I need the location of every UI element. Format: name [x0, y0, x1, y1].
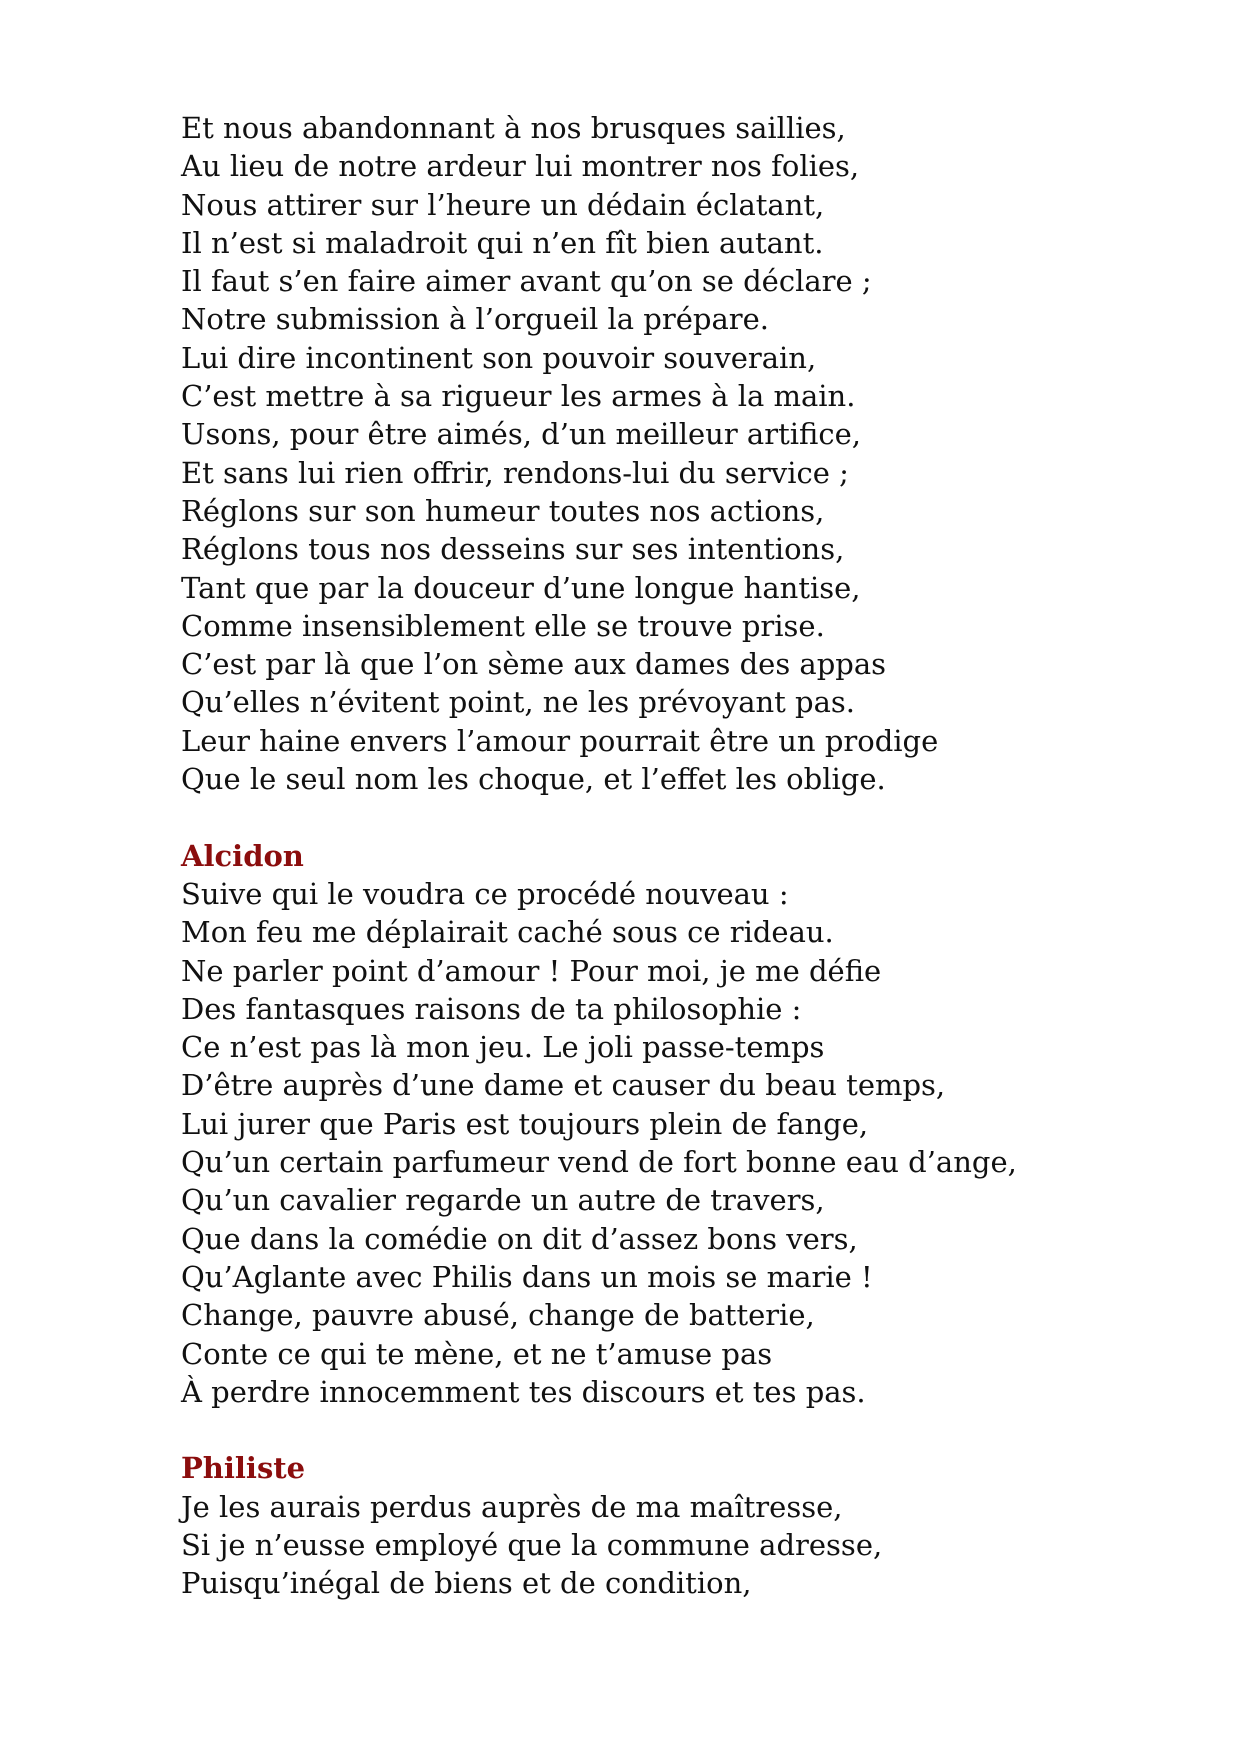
verse-line: Mon feu me déplairait caché sous ce rideau.: [181, 915, 834, 950]
verse-line: Que dans la comédie on dit d’assez bons vers,: [181, 1221, 858, 1256]
verse-line: Réglons sur son humeur toutes nos actions,: [181, 493, 825, 528]
verse-line: Nous attirer sur l’heure un dédain éclatant,: [181, 187, 825, 222]
verse-line: Ne parler point d’amour ! Pour moi, je me défie: [181, 953, 882, 988]
verse-line: Qu’Aglante avec Philis dans un mois se marie !: [181, 1259, 873, 1294]
verse-line: Usons, pour être aimés, d’un meilleur artifice,: [181, 417, 861, 452]
verse-line: Notre submission à l’orgueil la prépare.: [181, 302, 769, 337]
verse-line: Que le seul nom les choque, et l’effet les oblige.: [181, 762, 886, 797]
verse-line: Suive qui le voudra ce procédé nouveau :: [181, 876, 789, 911]
verse-text: [181, 109, 1181, 1603]
verse-line: Tant que par la douceur d’une longue hantise,: [181, 570, 861, 605]
verse-line: Il faut s’en faire aimer avant qu’on se déclare ;: [181, 264, 872, 299]
speaker-name: Alcidon: [181, 838, 304, 873]
verse-line: C’est mettre à sa rigueur les armes à la main.: [181, 379, 856, 414]
verse-line: Lui dire incontinent son pouvoir souverain,: [181, 340, 817, 375]
verse-line: Ce n’est pas là mon jeu. Le joli passe-temps: [181, 1030, 825, 1065]
verse-line: Change, pauvre abusé, change de batterie,: [181, 1298, 815, 1333]
verse-line: Il n’est si maladroit qui n’en fît bien autant.: [181, 225, 824, 260]
verse-line: Qu’un cavalier regarde un autre de travers,: [181, 1183, 825, 1218]
verse-line: D’être auprès d’une dame et causer du beau temps,: [181, 1068, 946, 1103]
verse-line: Réglons tous nos desseins sur ses intentions,: [181, 532, 845, 567]
verse-line: C’est par là que l’on sème aux dames des appas: [181, 647, 887, 682]
verse-line: Des fantasques raisons de ta philosophie :: [181, 991, 802, 1026]
stanza-gap: [181, 1411, 1181, 1449]
verse-line: Qu’un certain parfumeur vend de fort bonne eau d’ange,: [181, 1145, 1017, 1180]
verse-line: Qu’elles n’évitent point, ne les prévoyant pas.: [181, 685, 855, 720]
verse-line: Puisqu’inégal de biens et de condition,: [181, 1566, 752, 1601]
verse-line: Leur haine envers l’amour pourrait être un prodige: [181, 723, 939, 758]
verse-line: Et nous abandonnant à nos brusques saillies,: [181, 111, 846, 145]
verse-line: Lui jurer que Paris est toujours plein de fange,: [181, 1106, 869, 1141]
speaker-name: Philiste: [181, 1451, 306, 1486]
verse-line: Et sans lui rien offrir, rendons-lui du service ;: [181, 455, 849, 490]
verse-line: À perdre innocemment tes discours et tes pas.: [181, 1374, 866, 1409]
verse-line: Comme insensiblement elle se trouve prise.: [181, 608, 825, 643]
stanza-gap: [181, 798, 1181, 836]
verse-line: Je les aurais perdus auprès de ma maîtresse,: [181, 1489, 843, 1524]
verse-line: Au lieu de notre ardeur lui montrer nos folies,: [181, 149, 860, 184]
verse-line: Conte ce qui te mène, et ne t’amuse pas: [181, 1336, 773, 1371]
verse-line: Si je n’eusse employé que la commune adresse,: [181, 1527, 883, 1562]
